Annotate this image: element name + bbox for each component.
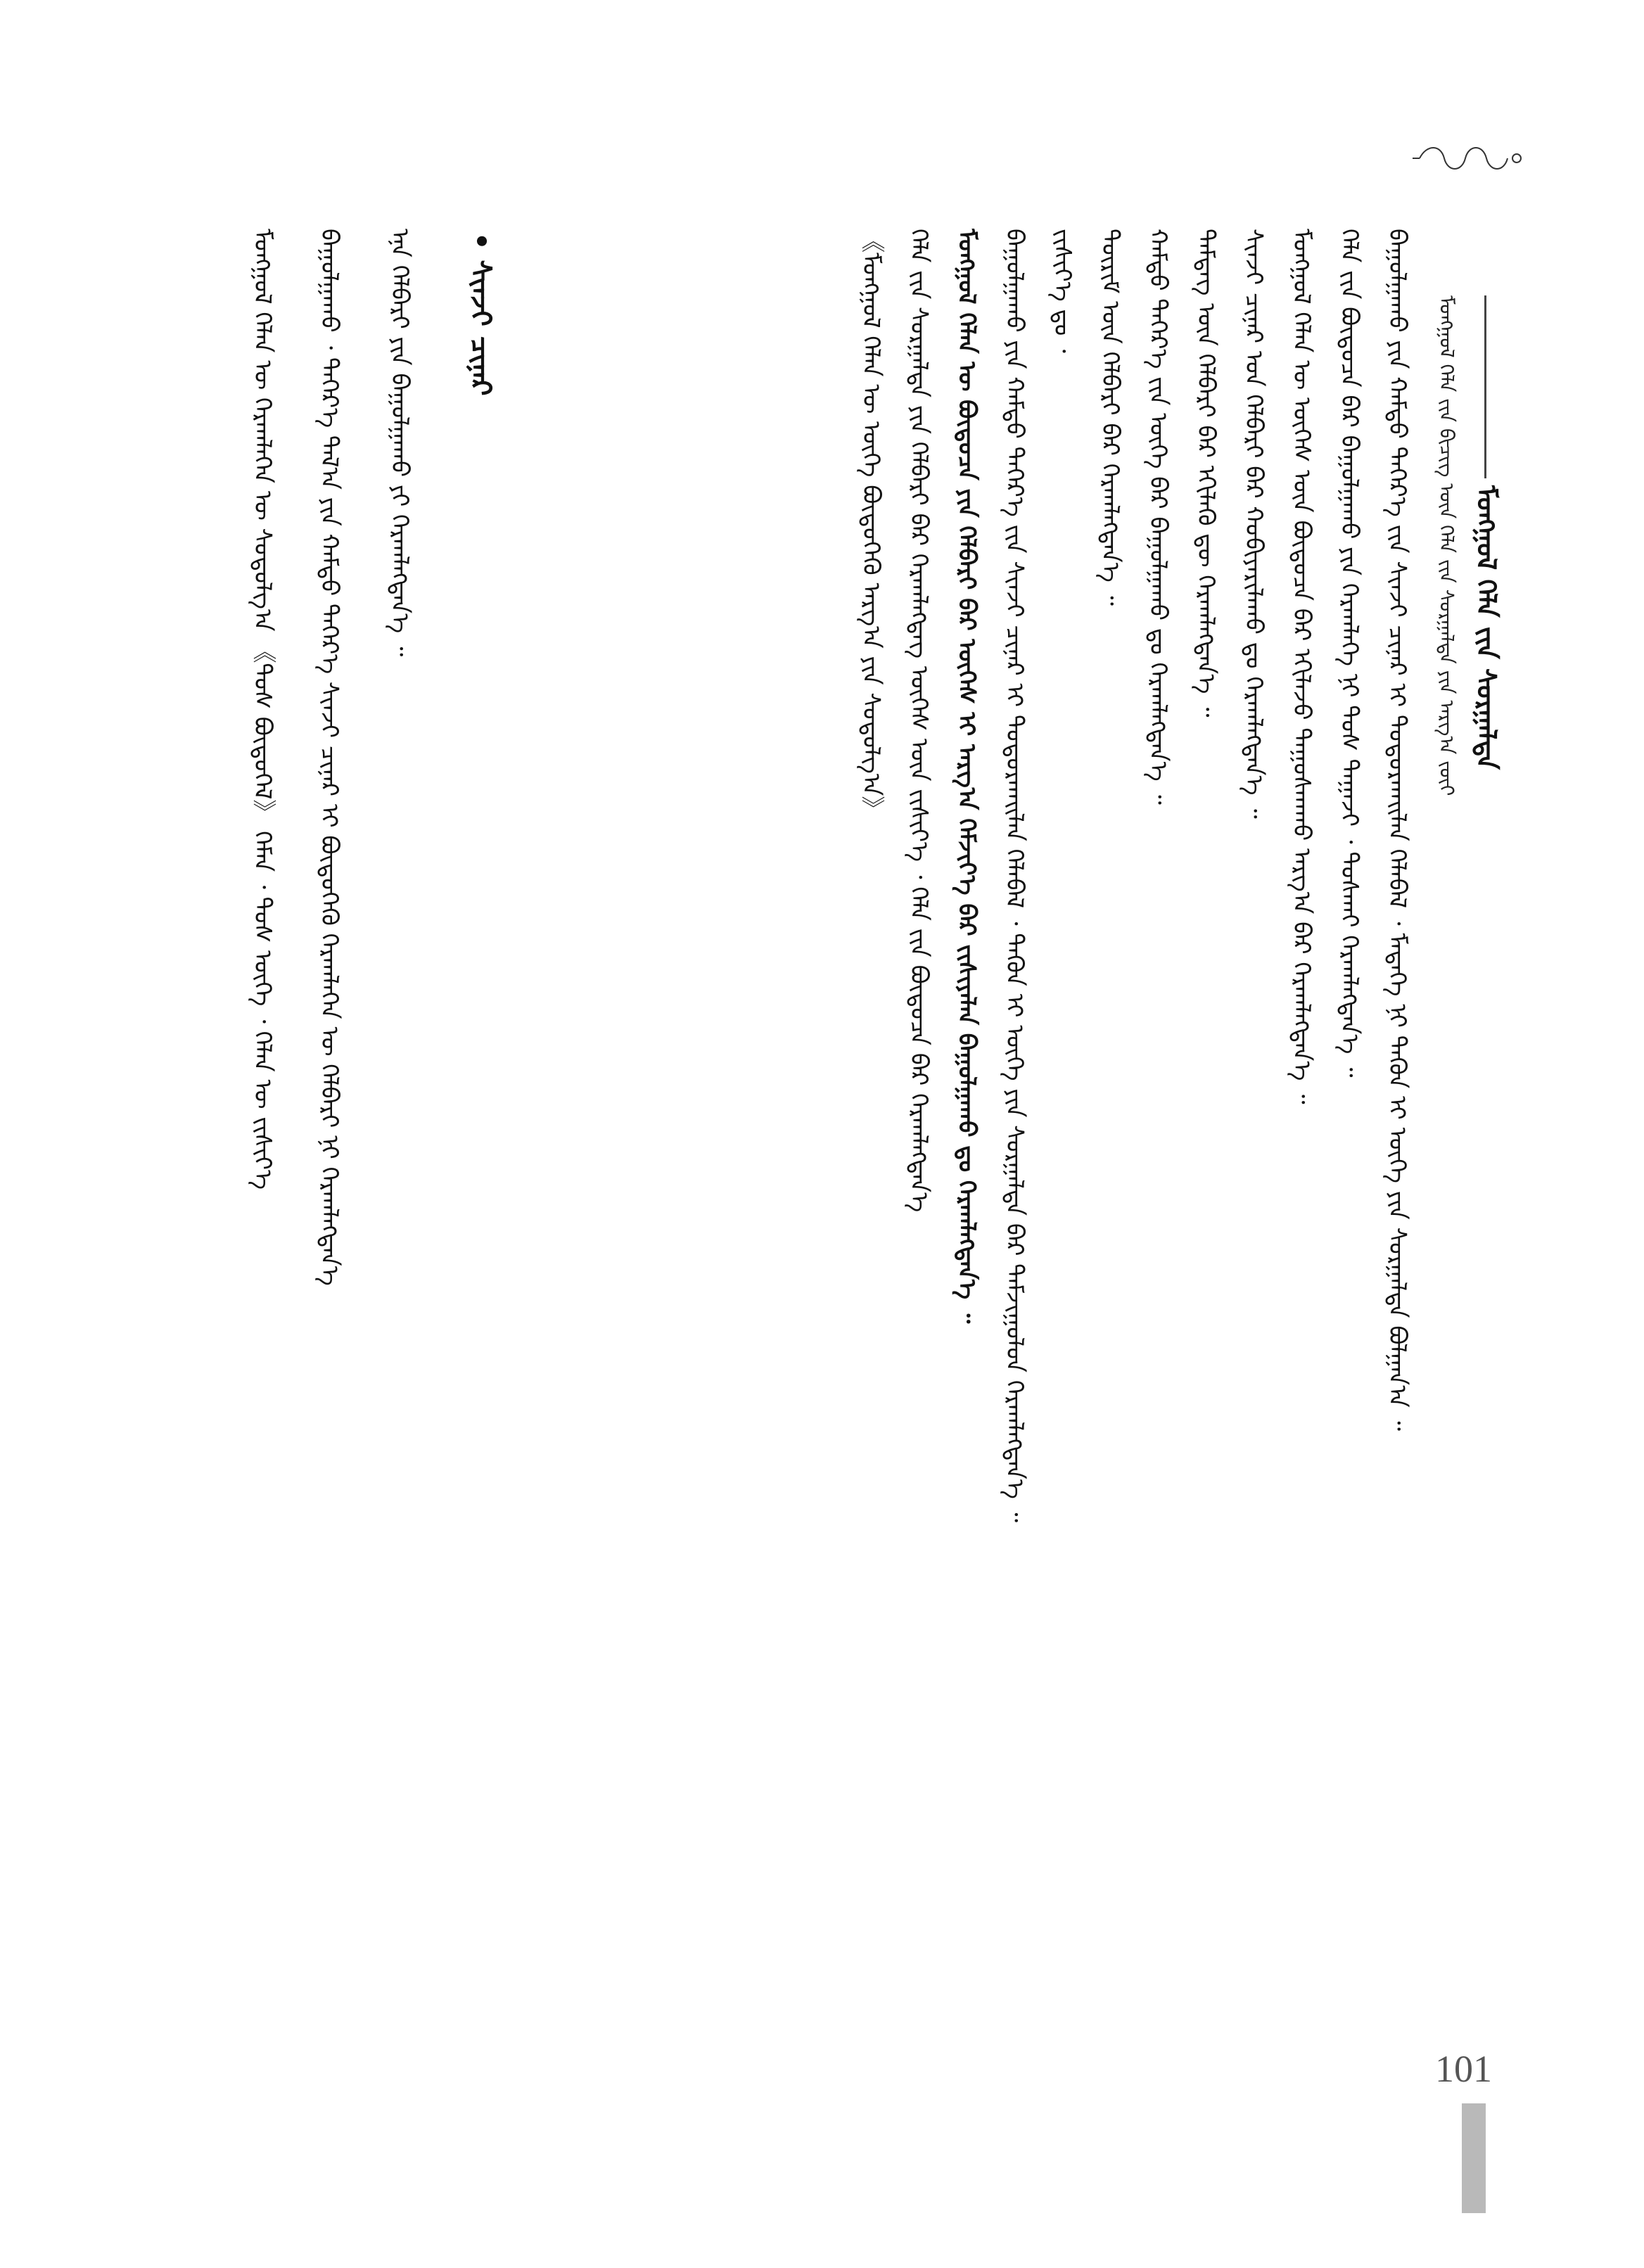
text-column: ᠰᠢᠨᠵᠢ ᠴᠢᠨᠠᠷ ᠤᠨ ᠬᠡᠯᠪᠡᠷᠢ ᠪᠠᠷ ᠬᠤᠪᠢᠶᠠᠷᠢᠯᠠᠬᠤ ᠳᠤ ᠬᠡᠷᠡᠭ᠍ᠯᠡᠭᠳᠡᠨ᠎ᠡ ᠃ <box>1240 229 1268 819</box>
text-column: ᠳᠦᠷᠢᠮ ᠦᠨ ᠬᠡᠯᠪᠡᠷᠢ ᠪᠠᠷ ᠬᠡᠷᠡᠭ᠍ᠯᠡᠭᠳᠡᠨ᠎ᠡ ᠃ <box>1096 229 1124 606</box>
text-column: ᠪᠠᠭᠤᠯᠭᠠᠬᠤ ᠂ ᠳᠡᠭᠡᠷ᠎ᠡ ᠲᠠᠯ᠎ᠠ ᠶᠢᠨ ᠬᠠᠮᠲᠤ ᠳᠡᠭᠡᠷ᠎ᠡ ᠰᠢᠨᠵᠢ ᠴᠢᠨᠠᠷ ᠢ ᠪᠦᠲᠦᠭᠡᠬᠦ ᠬᠡᠷᠡᠭ᠍ᠯᠡᠭᠡᠨ ᠦ ᠬᠡᠯᠪᠡᠷᠢ ᠨᠢ ᠬᠡᠷᠡᠭ᠍ᠯᠡᠭᠳᠡᠨ᠎ᠡ <box>315 229 343 1286</box>
page-edge-tab <box>1462 2103 1486 2213</box>
text-column: ᠡᠨᠡ ᠬᠡᠯᠪᠡᠷᠢ ᠶᠢᠨ ᠪᠠᠭᠤᠯᠭᠠᠬᠤ ᠶᠢ ᠬᠡᠷᠡᠭ᠍ᠯᠡᠭᠳᠡᠨ᠎ᠡ ᠃ <box>385 229 414 657</box>
text-column: 《ᠮᠣᠩᠭᠣᠯ ᠬᠡᠯᠡᠨ ᠦ ᠦᠭᠡ ᠪᠦᠲᠦᠭᠡᠬᠦ ᠠᠷᠭ᠎ᠠ ᠶᠢᠨ ᠰᠤᠳᠤᠯᠭ᠎ᠠ》 <box>857 229 885 820</box>
text-column: ᠵᠢᠱᠢᠶ᠎ᠡ ᠳᠤ ᠂ <box>1048 229 1076 353</box>
text-column: ᠮᠣᠩᠭᠣᠯ ᠬᠡᠯᠡᠨ ᠦ ᠦᠭᠡᠰ ᠦᠨ ᠪᠦᠲᠦᠴᠡ ᠪᠠᠷ ᠡᠬᠢᠯᠡᠵᠦ ᠳᠠᠭᠤᠰᠬᠠᠬᠤ ᠠᠷᠭ᠎ᠠ ᠪᠠᠷ ᠬᠡᠷᠡᠭ᠍ᠯᠡᠭᠳᠡᠨ᠎ᠡ ᠃ <box>1287 229 1315 1104</box>
header-subtitle: ᠮᠣᠩᠭᠣᠯ ᠬᠡᠯᠡ ᠵᠢᠨ ᠪᠢᠴᠢᠭ᠌ ᠦᠨ ᠬᠡᠯᠡ ᠵᠢᠨ ᠰᠤᠷᠭᠠᠯᠲᠠ ᠶᠢᠨ ᠠᠷᠭ᠎ᠠ ᠵᠦᠢ <box>1435 295 1458 796</box>
header-rule <box>1484 295 1486 478</box>
page-number: 101 <box>1435 2048 1492 2090</box>
text-column: ᠮᠣᠩᠭᠣᠯ ᠬᠡᠯᠡᠨ ᠦ ᠪᠦᠲᠦᠴᠡ ᠶᠢᠨ ᠬᠡᠯᠪᠡᠷᠢ ᠪᠠᠷ ᠦᠭᠡᠰ ᠢ ᠠᠷᠭ᠎ᠠ ᠬᠡᠮᠵᠢᠶ᠎ᠡ ᠪᠠᠷ ᠵᠢᠱᠢᠶᠡᠯᠡᠨ ᠪᠠᠭᠤᠯᠭᠠᠬᠤ ᠳᠤ ᠬᠡᠷᠡᠭ᠍ᠯᠡᠭᠳᠡᠨ᠎ᠡ ᠃ <box>952 229 981 1324</box>
text-column: ᠬᠡᠯᠡ ᠵᠢᠨ ᠰᠤᠷᠭᠠᠯᠲᠠ ᠶᠢᠨ ᠬᠡᠯᠪᠡᠷᠢ ᠪᠠᠷ ᠬᠡᠷᠡᠭ᠍ᠯᠡᠭᠳᠡᠭ ᠦᠭᠡᠰ ᠦᠨ ᠵᠢᠱᠢᠶ᠎ᠡ ᠂ ᠬᠡᠯᠡ ᠵᠢᠨ ᠪᠦᠲᠦᠴᠡ ᠪᠠᠷ ᠬᠡᠷᠡᠭ᠍ᠯᠡᠭᠳᠡᠨ᠎ᠡ <box>905 229 933 1213</box>
text-column: ᠬᠡᠯᠡ ᠵᠢᠨ ᠪᠦᠲᠦᠴᠡ ᠪᠠᠷ ᠪᠠᠭᠤᠯᠭᠠᠬᠤ ᠶᠢᠨ ᠬᠡᠷᠡᠭ᠍ᠯᠡᠭᠡ ᠨᠢ ᠲᠤᠰ ᠳᠠᠭᠠᠵᠢ ᠂ ᠲᠤᠰᠬᠠᠢ ᠬᠡᠷᠡᠭ᠍ᠯᠡᠭᠳᠡᠨ᠎ᠡ ᠃ <box>1335 229 1363 1078</box>
text-column: ᠪᠠᠭᠤᠯᠭᠠᠬᠤ ᠶᠢᠨ ᠬᠠᠮᠲᠤ ᠳᠡᠭᠡᠷ᠎ᠡ ᠵᠢᠨ ᠰᠢᠨᠵᠢ ᠴᠢᠨᠠᠷ ᠢ ᠲᠣᠳᠣᠷᠬᠠᠢᠯᠠᠨ ᠬᠡᠯᠡᠪᠡᠯ ᠂ ᠲᠡᠭᠦᠨ ᠢ ᠦᠭᠡ ᠶᠢᠨ ᠰᠤᠷᠭᠠᠯᠲᠠ ᠪᠠᠷ ᠳᠠᠮᠵᠢᠭᠤᠯᠤᠨ ᠬᠡᠷᠡᠭ᠍ᠯᠡᠭᠳᠡᠨ᠎ᠡ ᠃ <box>1000 229 1028 1523</box>
text-column: ᠬᠠᠮᠲᠤ ᠳᠡᠭᠡᠷ᠎ᠡ ᠵᠢᠨ ᠦᠭᠡ ᠪᠠᠷ ᠪᠠᠭᠤᠯᠭᠠᠬᠤ ᠳᠤ ᠬᠡᠷᠡᠭ᠍ᠯᠡᠭᠳᠡᠨ᠎ᠡ ᠃ <box>1144 229 1172 805</box>
header-title: ᠮᠣᠩᠭᠣᠯ ᠬᠡᠯᠡ ᠵᠢᠨ ᠰᠤᠷᠭᠠᠯᠲᠠ <box>1471 485 1502 770</box>
text-column: ᠲᠡᠮᠳᠡᠭ ᠦᠨ ᠬᠡᠯᠪᠡᠷᠢ ᠪᠠᠷ ᠡᠬᠢᠯᠡᠬᠦ ᠳᠦ ᠬᠡᠷᠡᠭ᠍ᠯᠡᠭᠳᠡᠨ᠎ᠡ ᠃ <box>1192 229 1220 718</box>
text-column: ᠪᠠᠭᠤᠯᠭᠠᠬᠤ ᠶᠢᠨ ᠬᠠᠮᠲᠤ ᠳᠡᠭᠡᠷ᠎ᠡ ᠵᠢᠨ ᠰᠢᠨᠵᠢ ᠴᠢᠨᠠᠷ ᠢ ᠲᠣᠳᠣᠷᠬᠠᠢᠯᠠᠨ ᠬᠡᠯᠡᠪᠡᠯ ᠂ ᠮᠡᠳᠡᠭᠡ ᠨᠢ ᠲᠡᠭᠦᠨ ᠢ ᠦᠭᠡ ᠶᠢᠨ ᠰᠤᠷᠭᠠᠯᠲᠠ ᠪᠣᠯᠭᠠᠨ᠎ᠠ ᠃ <box>1383 229 1411 1431</box>
section-heading: • ᠰᠢᠨᠵᠢ ᠴᠢᠨᠠᠷ <box>464 232 497 396</box>
text-column: ᠮᠣᠩᠭᠣᠯ ᠬᠡᠯᠡᠨ ᠦ ᠬᠡᠷᠡᠭ᠍ᠯᠡᠭᠡᠨ ᠦ ᠰᠤᠳᠤᠯᠭ᠎ᠠ 《ᠲᠤᠰ ᠪᠦᠲᠦᠭᠡᠯ》 ᠬᠡᠮᠡᠨ ᠂ ᠲᠤᠰ ᠦᠭᠡ ᠂ ᠬᠡᠯᠡᠨ ᠦ ᠵᠢᠱᠢᠶ᠎ᠡ <box>248 229 276 1190</box>
ornament-flourish <box>1413 141 1532 176</box>
